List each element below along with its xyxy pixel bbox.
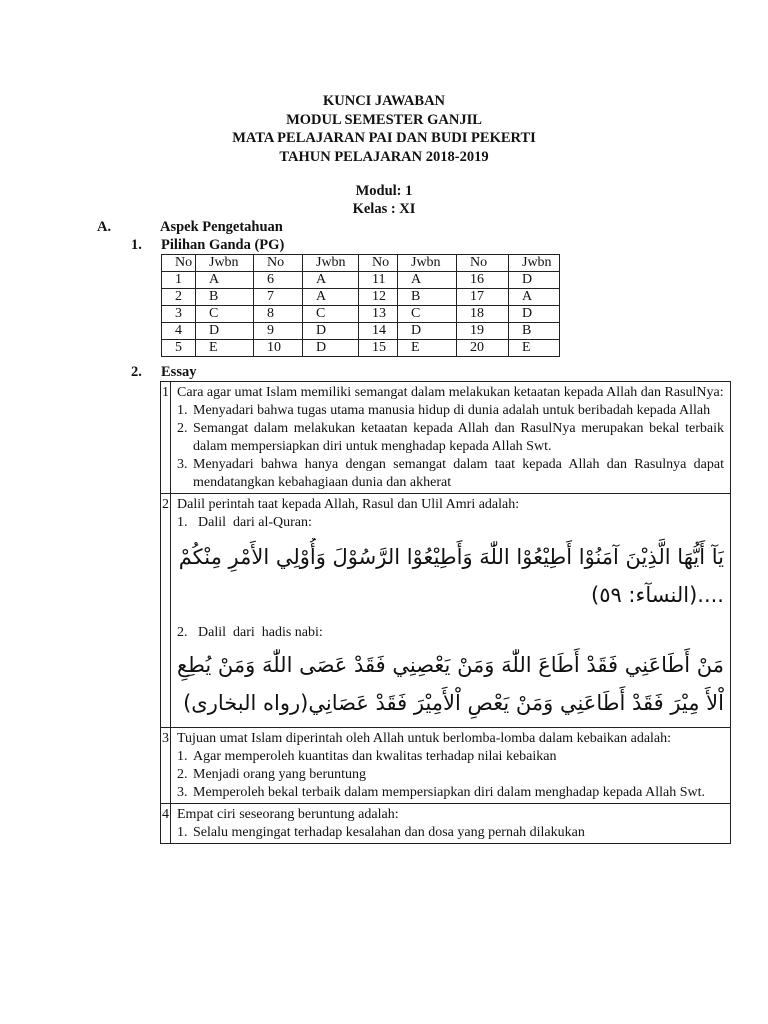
table-cell: 10 — [254, 340, 303, 357]
table-cell: A — [196, 272, 254, 289]
table-cell: 4 — [162, 323, 196, 340]
list-item — [177, 420, 724, 456]
modul-info — [0, 183, 768, 218]
table-header-cell: Jwbn — [398, 255, 457, 272]
section-a-letter: A. — [97, 219, 112, 235]
list-number: 3. — [177, 457, 188, 472]
essay-row-3 — [161, 728, 731, 804]
document-header — [0, 92, 768, 166]
table-cell: 11 — [359, 272, 398, 289]
list-item — [177, 748, 724, 766]
essay-question-number: 1 — [161, 382, 171, 494]
table-row — [162, 289, 560, 306]
pg-number: 1. — [131, 237, 142, 253]
table-cell: 1 — [162, 272, 196, 289]
modul-number: Modul: 1 — [355, 183, 413, 199]
list-number: 2. — [177, 421, 188, 436]
table-cell: 19 — [457, 323, 509, 340]
list-item — [177, 402, 724, 420]
table-cell: D — [398, 323, 457, 340]
essay-question-number: 4 — [161, 804, 171, 844]
hadis-text-line: مَنْ أَطَاعَنِي فَقَدْ أَطَاعَ اللّٰهَ وَمَنْ يَعْصِنِي فَقَدْ عَصَى اللّٰهَ وَمَنْ يُطِعِ — [177, 653, 724, 677]
table-cell: 15 — [359, 340, 398, 357]
table-cell: 20 — [457, 340, 509, 357]
essay-question-number: 3 — [161, 728, 171, 804]
table-cell: 9 — [254, 323, 303, 340]
table-cell: 18 — [457, 306, 509, 323]
essay-answer-cell — [171, 382, 731, 494]
table-cell: C — [398, 306, 457, 323]
table-cell: B — [398, 289, 457, 306]
table-cell: B — [196, 289, 254, 306]
essay-intro: Tujuan umat Islam diperintah oleh Allah untuk berlomba-lomba dalam kebaikan adalah: — [177, 731, 672, 746]
table-row — [162, 340, 560, 357]
table-cell: 3 — [162, 306, 196, 323]
table-cell: 12 — [359, 289, 398, 306]
essay-title: Essay — [161, 364, 197, 380]
table-cell: E — [196, 340, 254, 357]
table-cell: C — [303, 306, 359, 323]
table-cell: 6 — [254, 272, 303, 289]
table-cell: B — [509, 323, 560, 340]
table-cell: A — [509, 289, 560, 306]
table-header-cell: No — [359, 255, 398, 272]
section-a-title: Aspek Pengetahuan — [160, 219, 283, 235]
kelas-label: Kelas : XI — [352, 200, 416, 217]
list-number: 1. — [177, 403, 188, 418]
quran-verse-reference: ....(النسآء: ٥٩) — [590, 583, 724, 607]
list-item — [177, 766, 724, 784]
table-header-cell: No — [254, 255, 303, 272]
table-cell: D — [509, 306, 560, 323]
pg-title: Pilihan Ganda (PG) — [161, 237, 285, 253]
list-item — [177, 456, 724, 492]
table-header-cell: Jwbn — [196, 255, 254, 272]
table-cell: C — [196, 306, 254, 323]
list-text: Selalu mengingat terhadap kesalahan dan dosa yang pernah dilakukan — [193, 825, 585, 840]
essay-number: 2. — [131, 364, 142, 380]
quran-verse-line: يَآ أَيُّهَا الَّذِيْنَ آمَنُوْا أَطِيْعُوْا اللّٰهَ وَأَطِيْعُوْا الرَّسُوْلَ وَأُوْلِي الأَمْرِ مِنْكُمْ — [178, 545, 724, 569]
list-text: Menyadari bahwa hanya dengan semangat dalam taat kepada Allah dan Rasulnya dapat mendatangkan kebahagiaan dunia dan akherat — [193, 457, 724, 490]
table-header-cell: No — [457, 255, 509, 272]
table-cell: D — [303, 323, 359, 340]
table-cell: D — [303, 340, 359, 357]
table-cell: E — [509, 340, 560, 357]
table-cell: A — [398, 272, 457, 289]
table-cell: 17 — [457, 289, 509, 306]
essay-answer-cell — [171, 494, 731, 728]
essay-row-4 — [161, 804, 731, 844]
essay-row-1 — [161, 382, 731, 494]
list-number: 1. — [177, 749, 188, 764]
hadis-text-line: اْلأَ مِيْرَ فَقَدْ أَطَاعَنِي وَمَنْ يَعْصِ اْلأَمِيْرَ فَقَدْ عَصَانِي(رواه البخارى) — [183, 691, 724, 715]
essay-answer-cell — [171, 804, 731, 844]
table-row — [162, 323, 560, 340]
quran-dalil-label: 1. Dalil dari al-Quran: — [177, 515, 312, 530]
essay-intro: Empat ciri seseorang beruntung adalah: — [177, 807, 399, 822]
essay-answer-cell — [171, 728, 731, 804]
table-cell: A — [303, 289, 359, 306]
table-header-cell: Jwbn — [303, 255, 359, 272]
title-kunci-jawaban: KUNCI JAWABAN — [322, 93, 446, 109]
table-cell: A — [303, 272, 359, 289]
title-tahun-pelajaran: TAHUN PELAJARAN 2018-2019 — [279, 148, 489, 165]
list-item — [177, 824, 724, 842]
list-number: 2. — [177, 767, 188, 782]
list-number: 3. — [177, 785, 188, 800]
table-cell: 2 — [162, 289, 196, 306]
table-row — [162, 272, 560, 289]
essay-question-number: 2 — [161, 494, 171, 728]
table-cell: 16 — [457, 272, 509, 289]
list-item — [177, 784, 724, 802]
list-text: Agar memperoleh kuantitas dan kwalitas terhadap nilai kebaikan — [193, 749, 557, 764]
table-cell: 5 — [162, 340, 196, 357]
table-cell: 13 — [359, 306, 398, 323]
table-cell: 14 — [359, 323, 398, 340]
table-cell: D — [509, 272, 560, 289]
table-header-row — [162, 255, 560, 272]
table-cell: D — [196, 323, 254, 340]
list-number: 1. — [177, 825, 188, 840]
list-text: Menjadi orang yang beruntung — [193, 767, 367, 782]
list-text: Menyadari bahwa tugas utama manusia hidup di dunia adalah untuk beribadah kepada Allah — [193, 403, 711, 418]
essay-intro: Dalil perintah taat kepada Allah, Rasul dan Ulil Amri adalah: — [177, 497, 520, 512]
essay-intro: Cara agar umat Islam memiliki semangat dalam melakukan ketaatan kepada Allah dan RasulNya: — [177, 385, 724, 400]
list-text: Memperoleh bekal terbaik dalam mempersiapkan diri dalam menghadap kepada Allah Swt. — [193, 785, 705, 800]
list-text: Semangat dalam melakukan ketaatan kepada Allah dan RasulNya merupakan bekal terbaik dalam mempersiapkan diri untuk menghadap kepada Allah Swt. — [193, 421, 724, 454]
hadis-dalil-label: 2. Dalil dari hadis nabi: — [177, 625, 323, 640]
multiple-choice-answer-table — [161, 254, 560, 357]
table-cell: 7 — [254, 289, 303, 306]
table-header-cell: No — [162, 255, 196, 272]
table-cell: 8 — [254, 306, 303, 323]
title-modul-semester: MODUL SEMESTER GANJIL — [286, 111, 482, 128]
table-header-cell: Jwbn — [509, 255, 560, 272]
title-mata-pelajaran: MATA PELAJARAN PAI DAN BUDI PEKERTI — [232, 130, 536, 146]
essay-answer-table — [160, 381, 731, 844]
table-cell: E — [398, 340, 457, 357]
essay-row-2 — [161, 494, 731, 728]
table-row — [162, 306, 560, 323]
